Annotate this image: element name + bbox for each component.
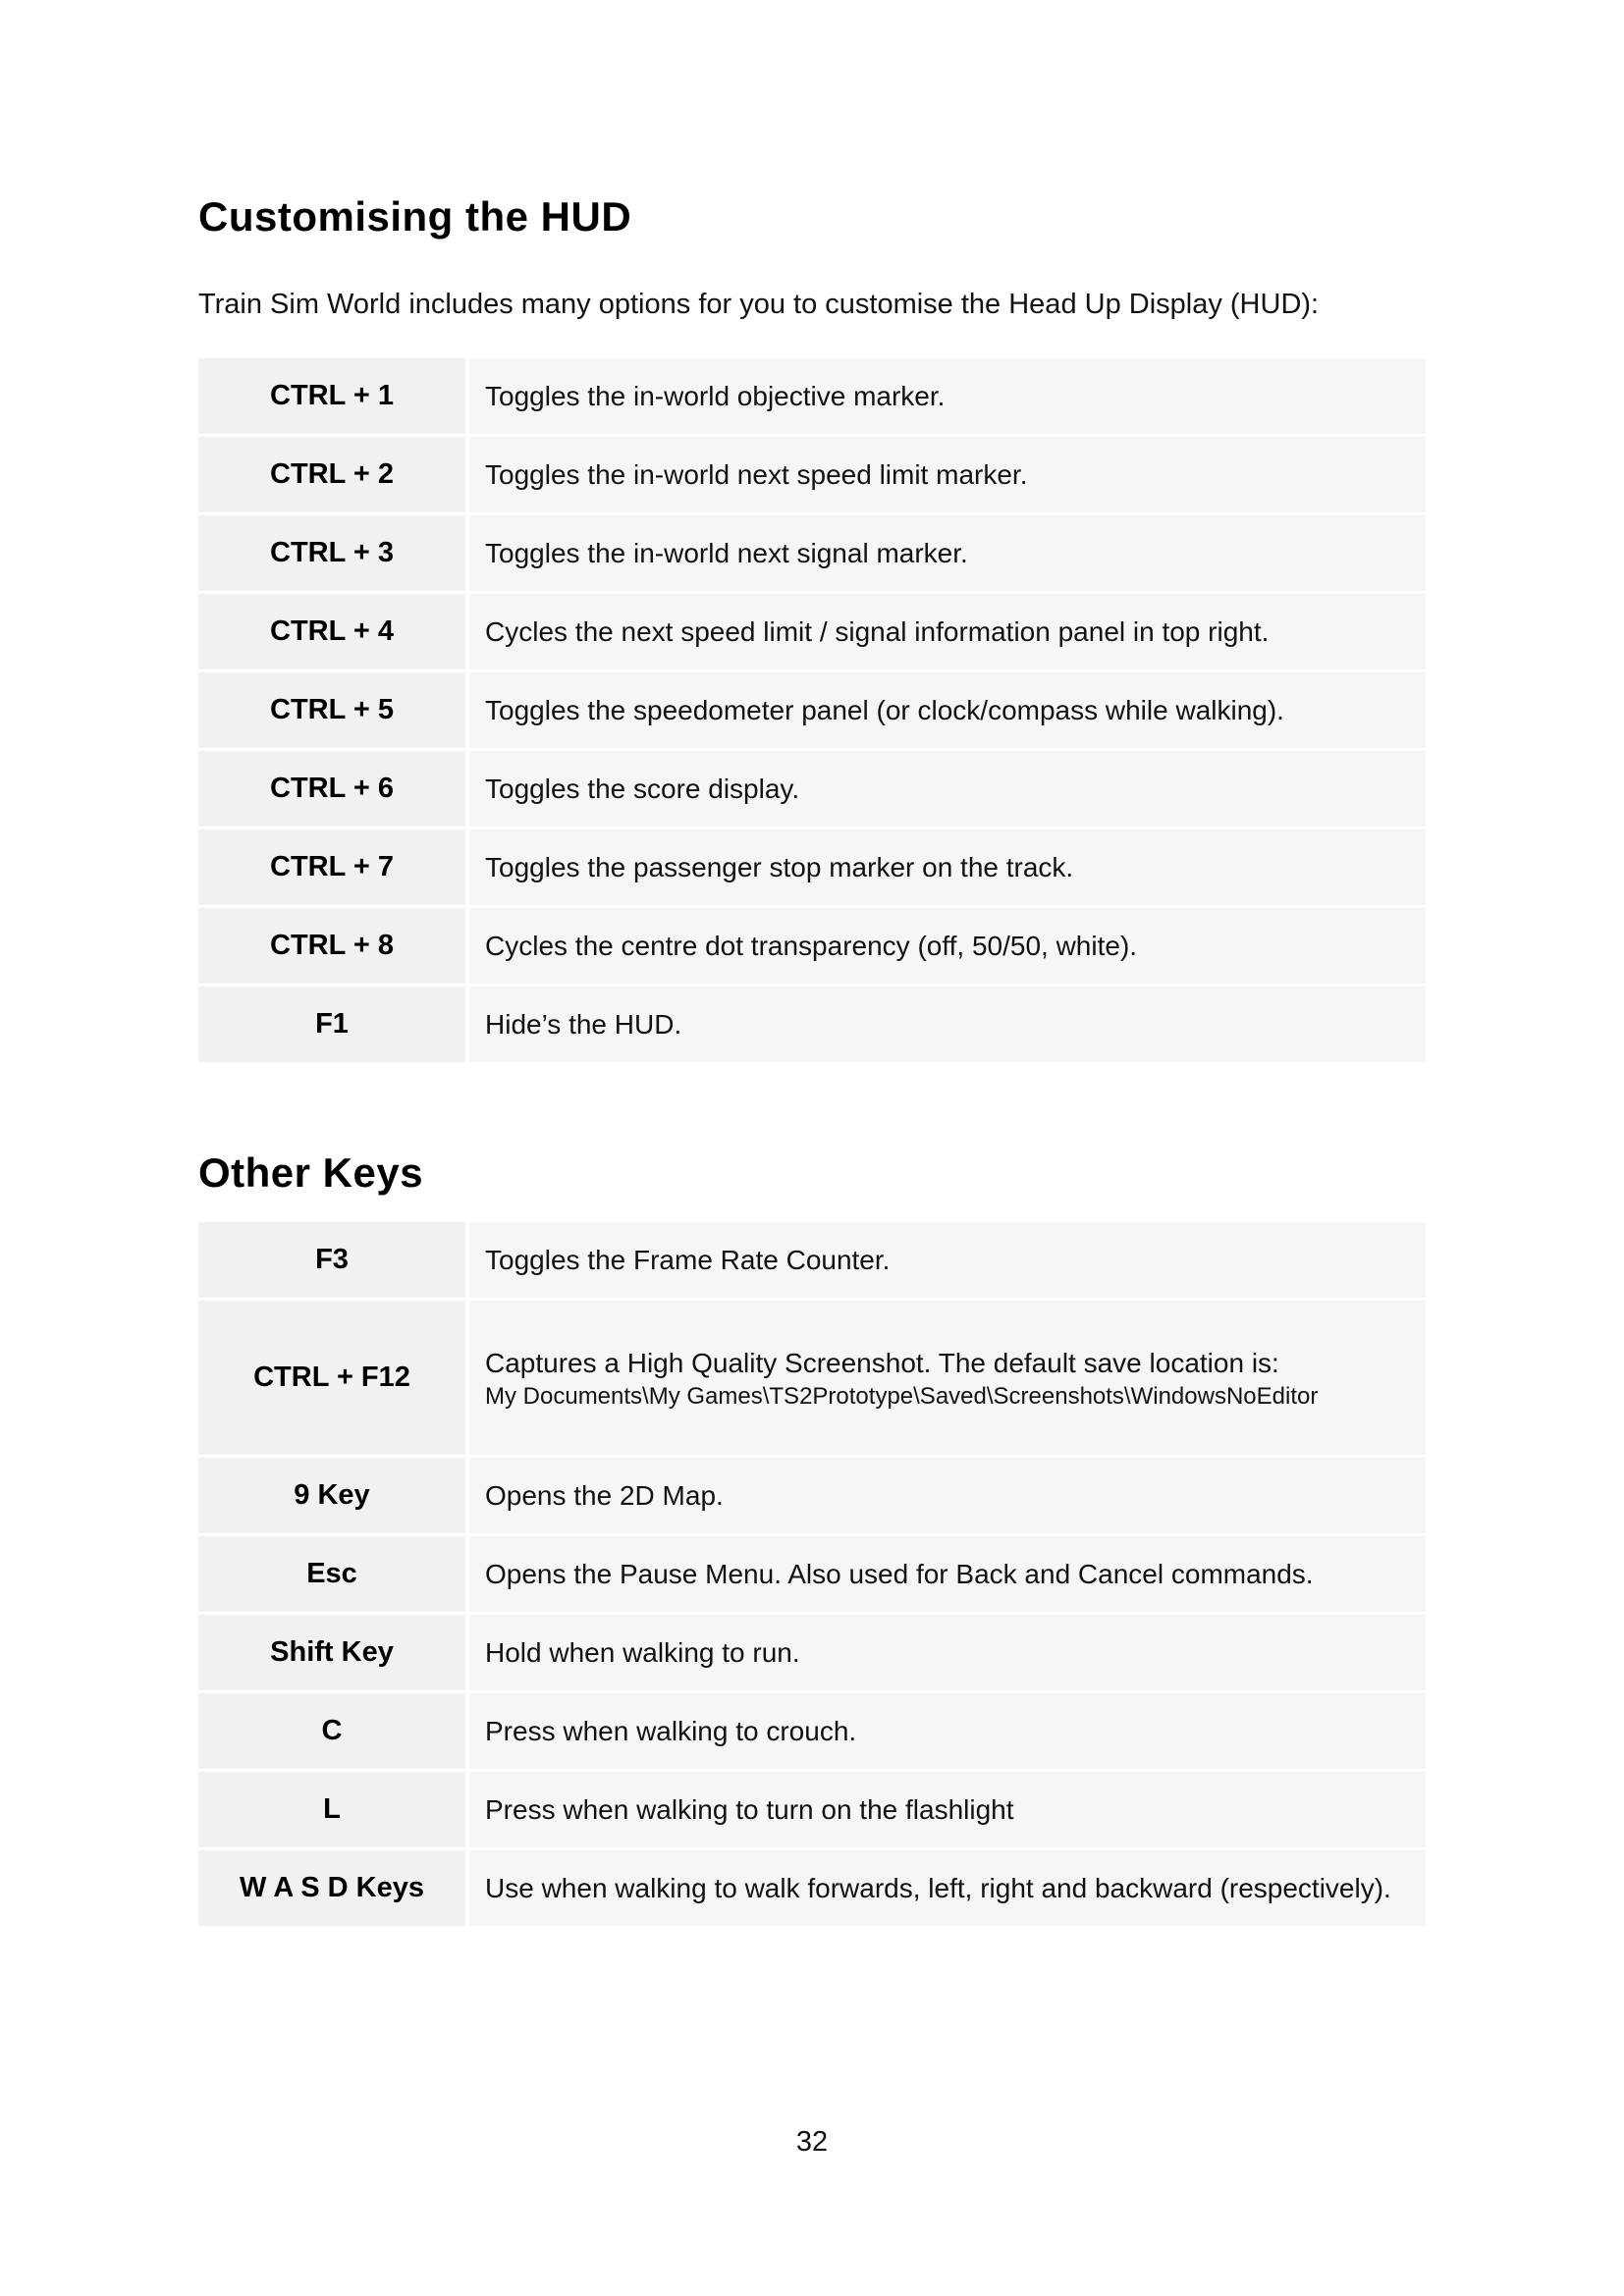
description-text: Hold when walking to run. — [485, 1637, 800, 1668]
table-row — [198, 515, 1426, 591]
description-text: Press when walking to crouch. — [485, 1716, 857, 1746]
table-row — [198, 987, 1426, 1062]
description-text: Toggles the Frame Rate Counter. — [485, 1245, 891, 1275]
description-cell — [469, 1850, 1426, 1926]
key-cell: CTRL + 1 — [198, 358, 465, 434]
key-cell: CTRL + 5 — [198, 672, 465, 748]
description-cell — [469, 987, 1426, 1062]
table-row — [198, 672, 1426, 748]
description-text: Toggles the score display. — [485, 774, 800, 804]
description-text: Toggles the in-world next signal marker. — [485, 538, 968, 568]
table-row — [198, 1693, 1426, 1769]
table-row — [198, 358, 1426, 434]
key-cell: F3 — [198, 1222, 465, 1298]
description-text: Toggles the passenger stop marker on the track. — [485, 852, 1074, 882]
description-cell — [469, 1536, 1426, 1612]
description-text: Cycles the centre dot transparency (off, 50/50, white). — [485, 931, 1138, 961]
description-cell — [469, 1615, 1426, 1690]
description-cell — [469, 358, 1426, 434]
description-cell — [469, 437, 1426, 512]
key-cell: CTRL + 2 — [198, 437, 465, 512]
key-cell: CTRL + 4 — [198, 594, 465, 669]
table-row — [198, 1222, 1426, 1298]
description-text: Toggles the in-world next speed limit marker. — [485, 459, 1028, 490]
key-cell: CTRL + 6 — [198, 751, 465, 827]
key-cell: Shift Key — [198, 1615, 465, 1690]
table-row — [198, 829, 1426, 905]
table-row — [198, 1615, 1426, 1690]
description-cell — [469, 1693, 1426, 1769]
description-text: Toggles the speedometer panel (or clock/compass while walking). — [485, 695, 1284, 725]
section-heading-customising-hud: Customising the HUD — [198, 193, 632, 240]
table-row — [198, 1772, 1426, 1847]
key-cell: CTRL + 7 — [198, 829, 465, 905]
description-cell — [469, 672, 1426, 748]
description-cell — [469, 515, 1426, 591]
table-row — [198, 1536, 1426, 1612]
key-cell: F1 — [198, 987, 465, 1062]
description-text: Opens the Pause Menu. Also used for Back and Cancel commands. — [485, 1559, 1314, 1589]
key-cell: L — [198, 1772, 465, 1847]
key-cell: C — [198, 1693, 465, 1769]
description-cell — [469, 908, 1426, 984]
key-cell: Esc — [198, 1536, 465, 1612]
description-cell — [469, 1301, 1426, 1455]
page-content — [198, 192, 1426, 1929]
description-cell — [469, 1458, 1426, 1533]
key-cell: 9 Key — [198, 1458, 465, 1533]
page-number: 32 — [795, 2126, 829, 2158]
intro-paragraph: Train Sim World includes many options for you to customise the Head Up Display (HUD): — [198, 289, 1320, 320]
key-cell: CTRL + F12 — [198, 1301, 465, 1455]
description-cell — [469, 829, 1426, 905]
description-cell — [469, 751, 1426, 827]
save-path-text: My Documents\My Games\TS2Prototype\Saved\Screenshots\WindowsNoEditor — [485, 1382, 1319, 1410]
table-row — [198, 437, 1426, 512]
table-row — [198, 751, 1426, 827]
description-text: Hide’s the HUD. — [485, 1009, 682, 1040]
description-cell — [469, 1222, 1426, 1298]
other-keys-table — [198, 1222, 1426, 1926]
description-text: Toggles the in-world objective marker. — [485, 381, 946, 411]
description-text: Captures a High Quality Screenshot. The default save location is: — [485, 1347, 1279, 1378]
description-text: Opens the 2D Map. — [485, 1480, 724, 1511]
key-cell: W A S D Keys — [198, 1850, 465, 1926]
hud-shortcuts-table — [198, 358, 1426, 1062]
description-cell — [469, 1772, 1426, 1847]
table-row — [198, 594, 1426, 669]
description-cell — [469, 594, 1426, 669]
table-row — [198, 1850, 1426, 1926]
description-text: Use when walking to walk forwards, left, right and backward (respectively). — [485, 1873, 1391, 1903]
key-cell: CTRL + 3 — [198, 515, 465, 591]
section-heading-other-keys: Other Keys — [198, 1149, 424, 1196]
table-row — [198, 1458, 1426, 1533]
table-row — [198, 908, 1426, 984]
table-row — [198, 1301, 1426, 1455]
key-cell: CTRL + 8 — [198, 908, 465, 984]
description-text: Cycles the next speed limit / signal information panel in top right. — [485, 616, 1270, 647]
description-text: Press when walking to turn on the flashlight — [485, 1794, 1014, 1825]
